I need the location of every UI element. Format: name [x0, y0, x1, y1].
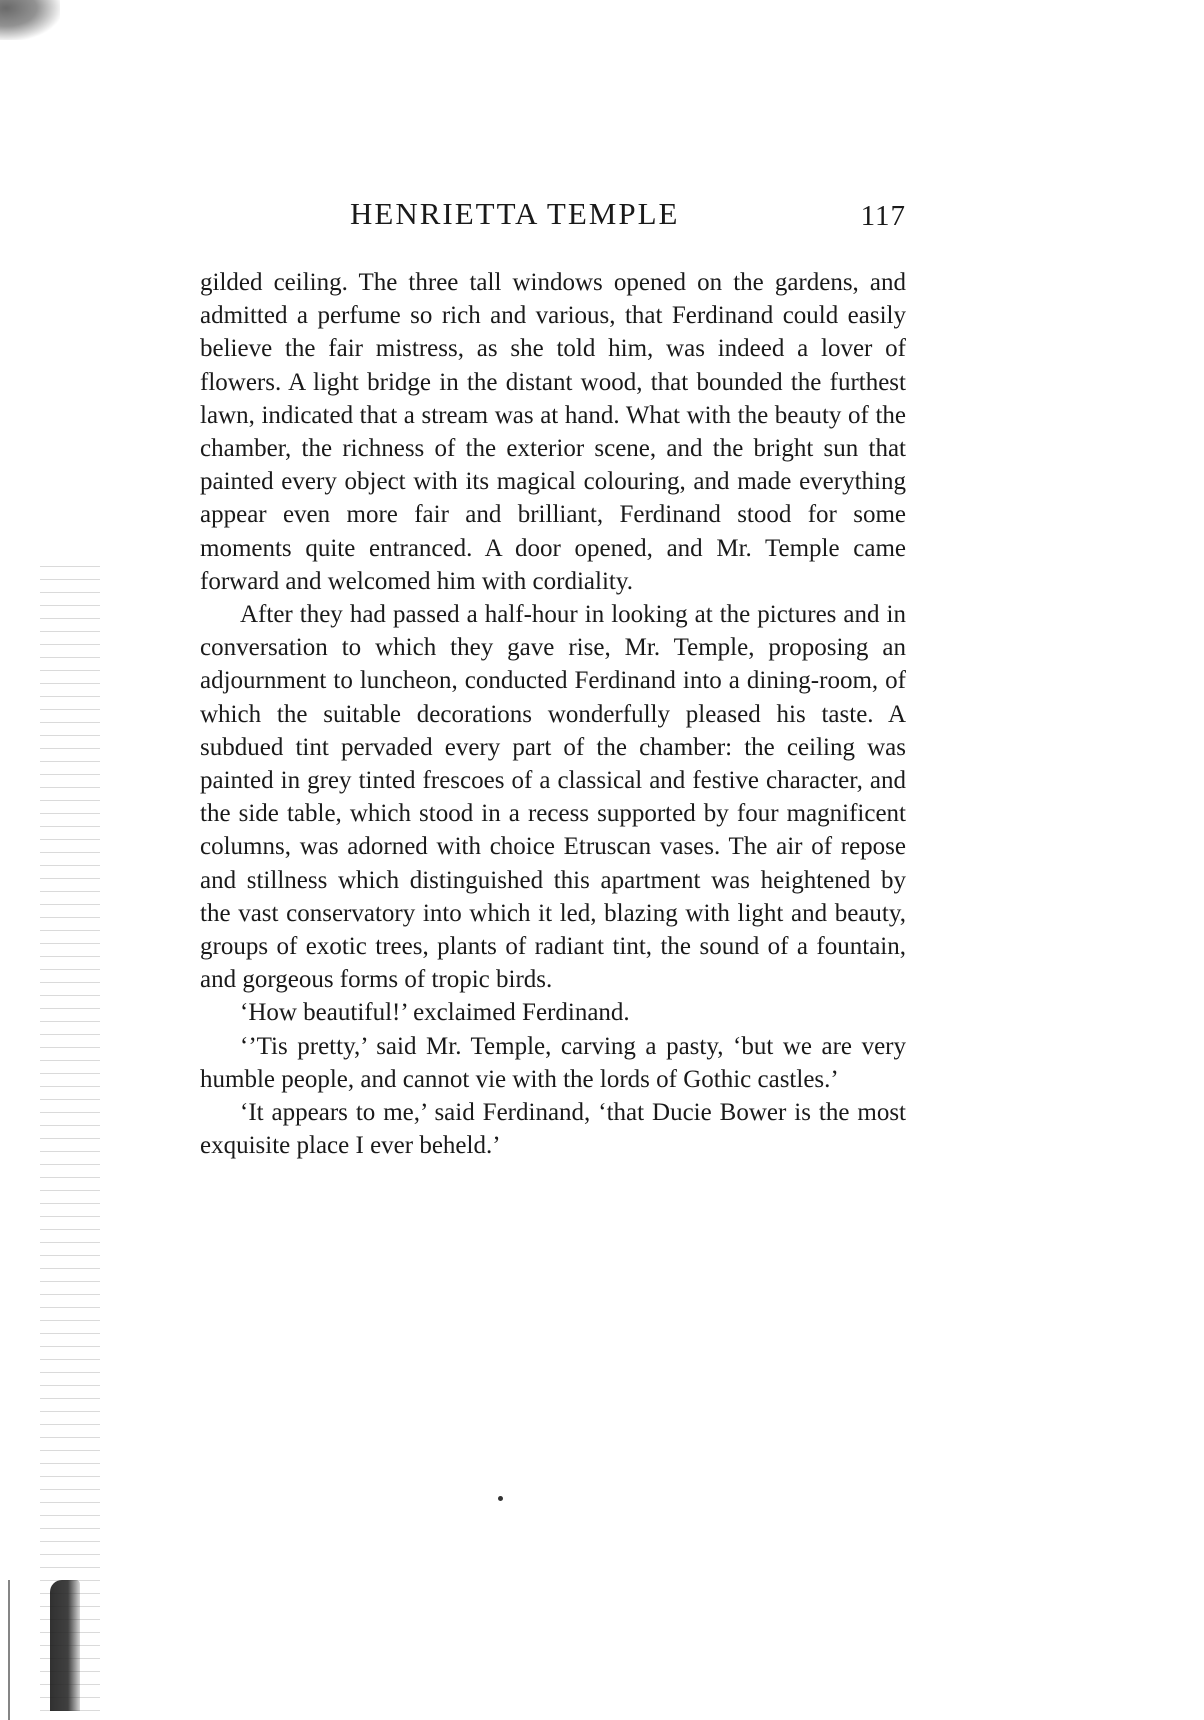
ink-speck — [498, 1496, 503, 1501]
page-number: 117 — [860, 200, 906, 232]
paragraph: After they had passed a half-hour in looking at the pictures and in conversation to which they gave rise, Mr. Temple, proposing an adjournment to luncheon, conducted Ferdinand into a dining-room, of which the suitable decorations wonderfully pleased his taste. A subdued tint pervaded every part of the chamber: the ceiling was painted in grey tinted frescoes of a classical and festive character, and the side table, which stood in a recess supported by four magnificent columns, was adorned with choice Etruscan vases. The air of repose and stillness which distinguished this apartment was heightened by the vast conservatory into which it led, blazing with light and beauty, groups of exotic trees, plants of radiant tint, the sound of a fountain, and gorgeous forms of tropic birds. — [200, 601, 906, 994]
scan-edge-line — [8, 1580, 10, 1720]
body-text — [200, 266, 906, 1162]
scan-corner-smudge — [0, 0, 60, 40]
paragraph: ‘How beautiful!’ exclaimed Ferdinand. — [240, 999, 630, 1027]
scan-gutter-shadow — [40, 560, 100, 1711]
running-header — [200, 196, 906, 236]
paragraph: ‘’Tis pretty,’ said Mr. Temple, carving a pasty, ‘but we are very humble people, and cannot vie with the lords of Gothic castles.’ — [200, 1032, 906, 1093]
scan-gutter-blot — [50, 1580, 80, 1711]
paragraph: ‘It appears to me,’ said Ferdinand, ‘that Ducie Bower is the most exquisite place I ever beheld.’ — [200, 1099, 906, 1160]
paragraph: gilded ceiling. The three tall windows opened on the gardens, and admitted a perfume so rich and various, that Ferdinand could easily believe the fair mistress, as she told him, was indeed a lover of flowers. A light bridge in the distant wood, that bounded the furthest lawn, indicated that a stream was at hand. What with the beauty of the chamber, the richness of the exterior scene, and the bright sun that painted every object with its magical colouring, and made everything appear even more fair and brilliant, Ferdinand stood for some moments quite entranced. A door opened, and Mr. Temple came forward and welcomed him with cordiality. — [200, 269, 906, 595]
running-title: HENRIETTA TEMPLE — [350, 196, 680, 231]
